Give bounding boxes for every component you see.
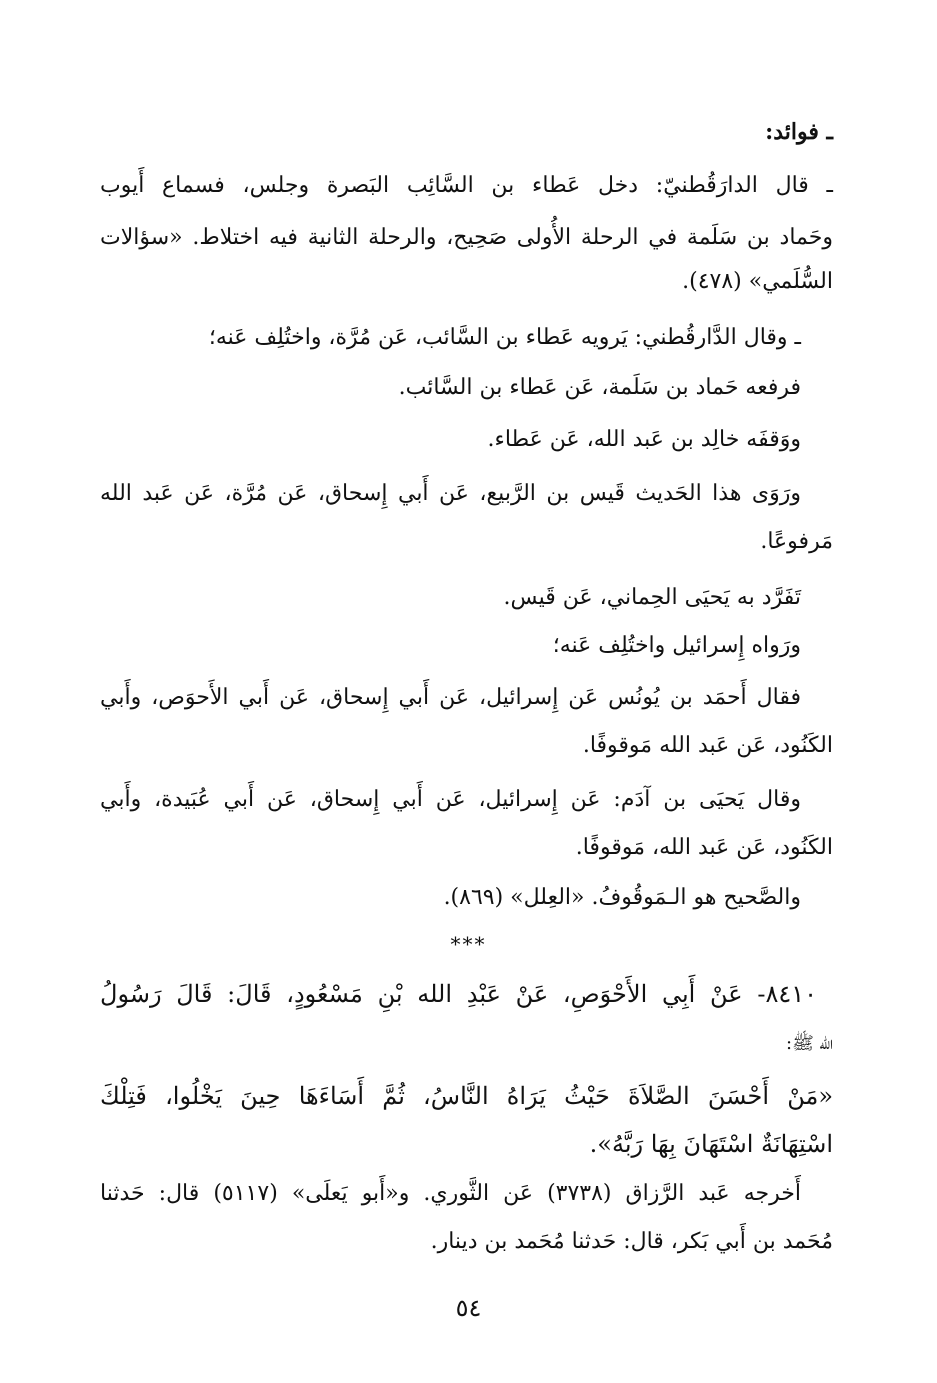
text-line: ـ وقال الدَّارقُطني: يَرويه عَطاء بن السَّائب، عَن مُرَّة، واختُلِف عَنه؛ — [208, 325, 801, 350]
text-line: وحَماد بن سَلَمة في الرحلة الأُولى صَحِيح، والرحلة الثانية فيه اختلاط. «سؤالات — [100, 225, 833, 250]
text-line: فقال أَحمَد بن يُونُس عَن إِسرائيل، عَن أَبي إِسحاق، عَن أَبي الأَحوَص، وأَبي — [100, 685, 801, 710]
text-line: أَخرجه عَبد الرَّزاق (٣٧٣٨) عَن الثَّوري. و«أَبو يَعلَى» (٥١١٧) قال: حَدثنا — [100, 1181, 801, 1206]
text-line: ـ قال الدارَقُطنيّ: دخل عَطاء بن السَّائِب البَصرة وجلس، فسماع أَيوب — [100, 173, 833, 198]
section-heading: ـ فوائد: — [765, 119, 833, 145]
text-line: وقال يَحيَى بن آدَم: عَن إِسرائيل، عَن أَبي إِسحاق، عَن أَبي عُبَيدة، وأَبي — [100, 787, 801, 812]
hadith-text-line: اسْتِهَانَةٌ اسْتَهَانَ بِهَا رَبَّهُ». — [589, 1130, 833, 1158]
text-line: ورَوَى هذا الحَديث قَيس بن الرَّبيع، عَن أَبي إِسحاق، عَن مُرَّة، عَن عَبد الله — [100, 481, 801, 506]
text-line: مَرفوعًا. — [760, 529, 833, 554]
hadith-text-line: «مَنْ أَحْسَنَ الصَّلاَةَ حَيْثُ يَرَاهُ النَّاسُ، ثُمَّ أَسَاءَهَا حِينَ يَخْلُوا، فَتِلْكَ — [100, 1082, 833, 1110]
text-line: فرفعه حَماد بن سَلَمة، عَن عَطاء بن السَّائب. — [398, 375, 801, 400]
text-line: الله ﷺ: — [786, 1033, 833, 1054]
text-line: الكَنُود، عَن عَبد الله، مَوقوفًا. — [575, 835, 833, 860]
text-line: والصَّحيح هو الـمَوقُوفُ. «العِلل» (٨٦٩). — [443, 885, 801, 910]
page-number: ٥٤ — [455, 1294, 482, 1322]
text-line: ورَواه إِسرائيل واختُلِف عَنه؛ — [552, 633, 801, 658]
section-separator: *** — [450, 932, 487, 956]
text-line: تَفَرَّد به يَحيَى الحِماني، عَن قَيس. — [503, 585, 801, 610]
text-line: الكَنُود، عَن عَبد الله مَوقوفًا. — [582, 733, 833, 758]
text-line: مُحَمد بن أَبي بَكر، قال: حَدثنا مُحَمد بن دينار. — [430, 1229, 833, 1254]
text-line: ووَقفَه خالِد بن عَبد الله، عَن عَطاء. — [487, 427, 801, 452]
hadith-number-line: ٨٤١٠- عَنْ أَبِي الأَحْوَصِ، عَنْ عَبْدِ الله بْنِ مَسْعُودٍ، قَالَ: قَالَ رَسُولُ — [100, 980, 817, 1008]
text-line: السُّلَمي» (٤٧٨). — [682, 269, 833, 294]
